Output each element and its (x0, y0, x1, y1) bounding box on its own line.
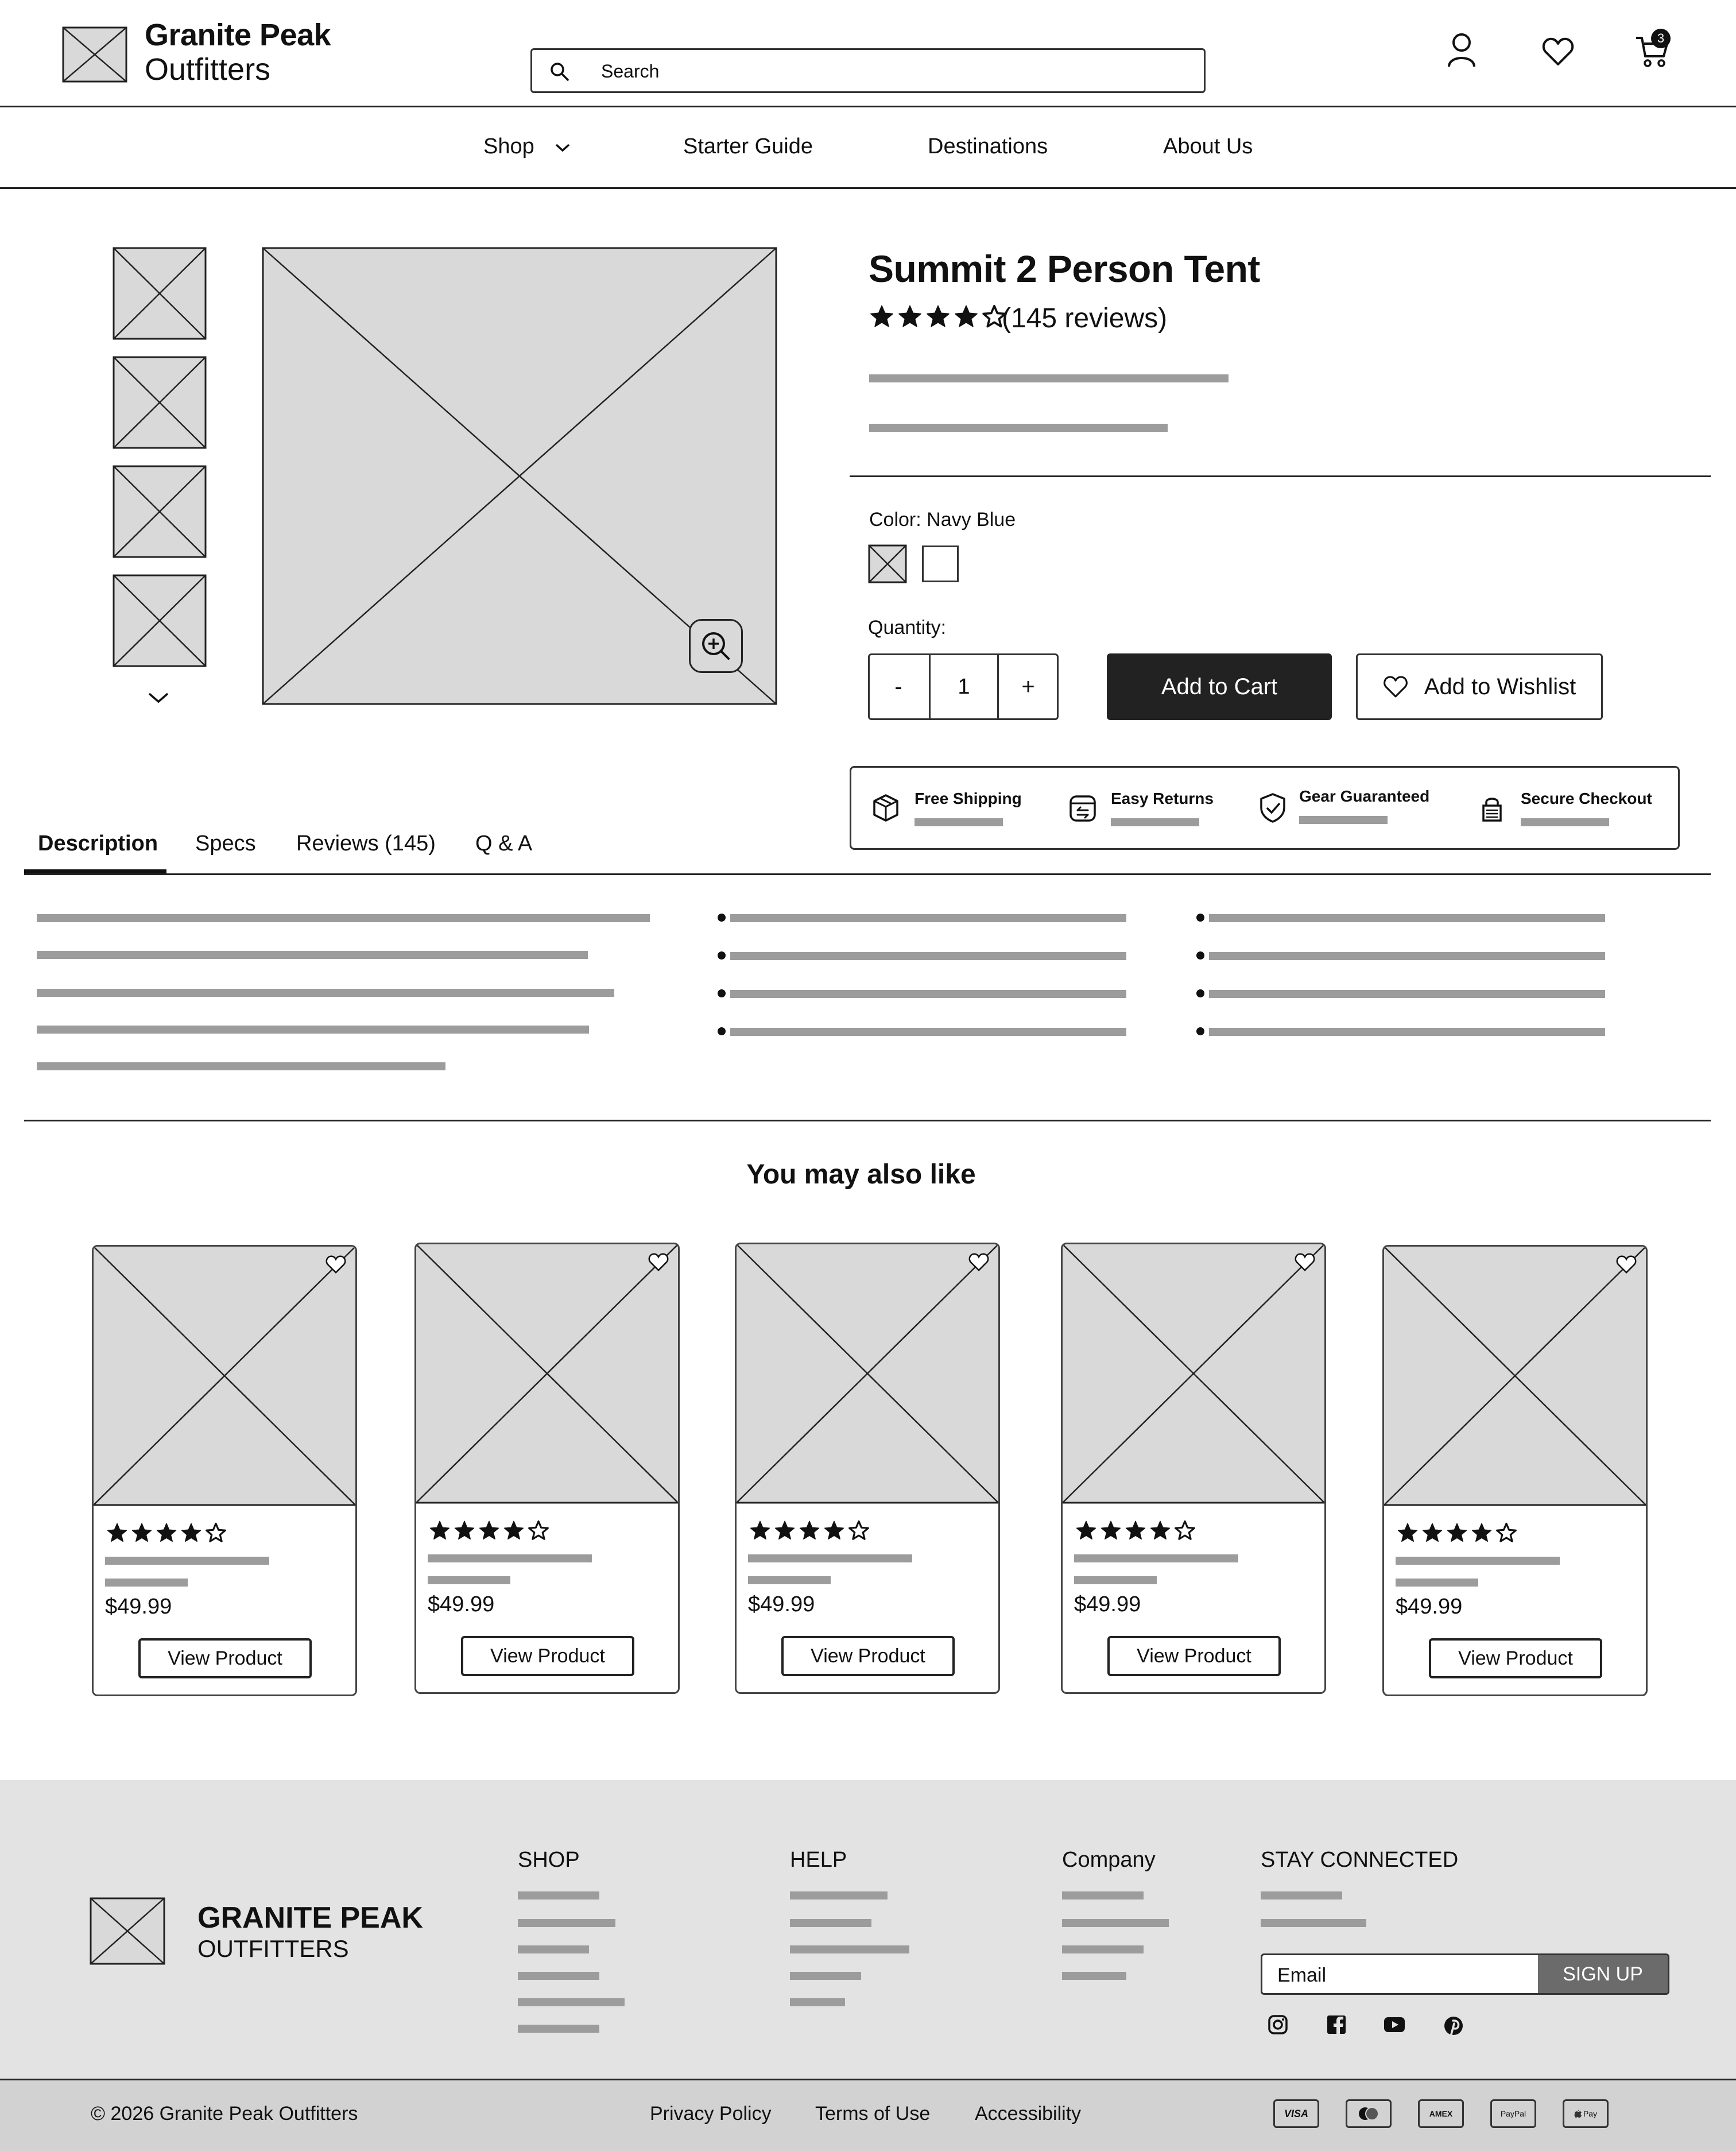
logo-placeholder[interactable] (62, 26, 127, 83)
add-to-wishlist-label: Add to Wishlist (1424, 674, 1576, 699)
thumbnail-4[interactable] (113, 574, 207, 667)
trust-label-guaranteed: Gear Guaranteed (1299, 787, 1430, 805)
tabs-divider (24, 873, 1711, 875)
footer-link-placeholder[interactable] (1062, 1945, 1144, 1953)
footer-text-placeholder (1261, 1919, 1366, 1927)
star-empty-icon (848, 1520, 870, 1542)
paypal-icon: PayPal (1490, 2099, 1536, 2128)
chevron-down-icon (554, 142, 571, 153)
product-card-sub-line (428, 1576, 510, 1584)
product-card-rating (1075, 1520, 1199, 1545)
bullet-line (1209, 914, 1605, 922)
search-input[interactable] (601, 58, 1175, 84)
product-card-image[interactable] (737, 1244, 998, 1504)
quantity-label: Quantity: (868, 617, 947, 639)
description-line (37, 989, 614, 997)
color-label: Color: Navy Blue (869, 509, 1016, 531)
product-card-image[interactable] (416, 1244, 678, 1504)
nav-destinations[interactable]: Destinations (928, 134, 1048, 158)
footer-col-company-title: Company (1062, 1848, 1156, 1872)
description-line (37, 1026, 589, 1034)
view-product-button[interactable]: View Product (781, 1636, 955, 1676)
quantity-increase-button[interactable]: + (1021, 674, 1035, 699)
thumbnails-chevron-down-icon[interactable] (147, 690, 170, 705)
accessibility-link[interactable]: Accessibility (975, 2103, 1082, 2125)
product-card-price: $49.99 (1074, 1592, 1141, 1616)
search-icon (548, 60, 571, 83)
footer-col-help-title: HELP (790, 1848, 847, 1872)
brand-name-line1: Granite Peak (145, 18, 331, 52)
footer-col-shop-title: SHOP (518, 1848, 580, 1872)
product-card-image[interactable] (1384, 1247, 1646, 1506)
bullet-line (1209, 1028, 1605, 1036)
nav-about[interactable]: About Us (1163, 134, 1253, 158)
footer-link-placeholder[interactable] (1062, 1919, 1169, 1927)
description-line (37, 914, 650, 922)
footer-link-placeholder[interactable] (790, 1919, 871, 1927)
cart-count-badge: 3 (1651, 29, 1671, 48)
footer-link-placeholder[interactable] (790, 1945, 909, 1953)
terms-of-use-link[interactable]: Terms of Use (815, 2103, 931, 2125)
returns-icon (1068, 794, 1097, 823)
thumbnail-1[interactable] (113, 247, 207, 340)
star-empty-icon (1495, 1522, 1517, 1544)
active-tab-indicator (24, 869, 166, 873)
footer-link-placeholder[interactable] (518, 1919, 615, 1927)
star-filled-icon (897, 304, 923, 330)
footer-brand-line2: OUTFITTERS (197, 1935, 349, 1962)
thumbnail-3[interactable] (113, 465, 207, 558)
product-card-price: $49.99 (748, 1592, 815, 1616)
product-card-rating (1397, 1522, 1520, 1547)
nav-shop[interactable] (483, 134, 571, 159)
header-divider (0, 106, 1736, 107)
star-empty-icon (205, 1522, 227, 1544)
footer-brand-line1: GRANITE PEAK (197, 1901, 423, 1935)
trust-detail-line (1299, 816, 1388, 824)
user-icon[interactable] (1446, 32, 1478, 68)
shield-check-icon (1259, 792, 1286, 824)
product-card-name-line (428, 1554, 592, 1562)
view-product-button[interactable]: View Product (1429, 1638, 1602, 1678)
star-filled-icon (749, 1520, 771, 1542)
product-review-count[interactable]: (145 reviews) (1002, 303, 1168, 334)
tab-description[interactable]: Description (38, 831, 158, 856)
product-card-sub-line (105, 1579, 188, 1587)
card-wishlist-heart-icon[interactable] (326, 1255, 346, 1274)
tab-specs[interactable]: Specs (195, 831, 256, 856)
bullet-dot (718, 914, 726, 922)
star-filled-icon (869, 304, 894, 330)
star-filled-icon (1446, 1522, 1468, 1544)
star-filled-icon (1125, 1520, 1146, 1542)
bullet-line (730, 914, 1126, 922)
footer-logo-placeholder[interactable] (90, 1897, 165, 1965)
product-card[interactable] (1061, 1243, 1326, 1694)
view-product-button[interactable]: View Product (461, 1636, 634, 1676)
bullet-dot (1196, 1027, 1204, 1035)
product-card-name-line (748, 1554, 912, 1562)
color-swatch-white[interactable] (922, 546, 959, 582)
card-wishlist-heart-icon[interactable] (968, 1252, 989, 1272)
nav-starter-guide[interactable]: Starter Guide (683, 134, 813, 158)
star-filled-icon (925, 304, 951, 330)
trust-label-returns: Easy Returns (1111, 790, 1214, 807)
footer-link-placeholder[interactable] (790, 1972, 861, 1980)
trust-detail-line (1111, 818, 1199, 826)
product-card-name-line (1074, 1554, 1238, 1562)
star-filled-icon (131, 1522, 153, 1544)
bullet-dot (1196, 989, 1204, 997)
product-card-price: $49.99 (105, 1595, 172, 1619)
instagram-icon[interactable] (1268, 2014, 1288, 2035)
card-wishlist-heart-icon[interactable] (1616, 1255, 1637, 1274)
bullet-line (1209, 952, 1605, 960)
trust-detail-line (1521, 818, 1609, 826)
bullet-line (730, 1028, 1126, 1036)
copyright-text: © 2026 Granite Peak Outfitters (91, 2103, 358, 2125)
bullet-line (730, 952, 1126, 960)
product-card[interactable] (735, 1243, 1000, 1694)
trust-badges (850, 766, 1680, 850)
card-wishlist-heart-icon[interactable] (648, 1252, 669, 1272)
zoom-button[interactable] (689, 619, 743, 673)
mastercard-icon (1346, 2099, 1392, 2128)
lock-icon (1481, 794, 1504, 823)
heart-icon[interactable] (1542, 37, 1574, 67)
apple-pay-label: Pay (1583, 2109, 1598, 2118)
zoom-in-icon (691, 621, 741, 671)
description-line (37, 951, 588, 959)
visa-icon: VISA (1273, 2099, 1319, 2128)
bullet-dot (718, 989, 726, 997)
amex-icon: AMEX (1418, 2099, 1464, 2128)
star-empty-icon (1174, 1520, 1196, 1542)
product-card[interactable] (92, 1245, 357, 1696)
product-card-sub-line (1396, 1579, 1478, 1587)
privacy-policy-link[interactable]: Privacy Policy (650, 2103, 772, 2125)
email-field[interactable] (1277, 1961, 1524, 1990)
footer-link-placeholder[interactable] (518, 1998, 625, 2006)
box-icon (871, 793, 901, 823)
star-empty-icon (528, 1520, 549, 1542)
trust-detail-line (914, 818, 1003, 826)
star-filled-icon (478, 1520, 500, 1542)
bullet-dot (718, 951, 726, 960)
product-rating-stars[interactable] (869, 304, 1010, 332)
star-filled-icon (1075, 1520, 1097, 1542)
star-filled-icon (1397, 1522, 1419, 1544)
product-card[interactable] (1382, 1245, 1648, 1696)
product-card-sub-line (1074, 1576, 1157, 1584)
star-filled-icon (156, 1522, 177, 1544)
star-filled-icon (180, 1522, 202, 1544)
pinterest-icon[interactable] (1443, 2015, 1464, 2036)
product-card-price: $49.99 (428, 1592, 495, 1616)
bullet-dot (1196, 914, 1204, 922)
card-wishlist-heart-icon[interactable] (1295, 1252, 1315, 1272)
description-placeholder-line (869, 424, 1168, 432)
thumbnail-2[interactable] (113, 356, 207, 449)
bullet-dot (1196, 951, 1204, 960)
trust-label-checkout: Secure Checkout (1521, 790, 1652, 807)
footer-link-placeholder[interactable] (518, 1945, 589, 1953)
product-card-price: $49.99 (1396, 1595, 1463, 1619)
footer-link-placeholder[interactable] (518, 1972, 599, 1980)
product-card-rating (749, 1520, 873, 1545)
section-divider (24, 1120, 1711, 1121)
footer-text-placeholder (1261, 1891, 1342, 1899)
star-filled-icon (774, 1520, 796, 1542)
footer-link-placeholder[interactable] (518, 1891, 599, 1899)
product-info-divider (850, 475, 1711, 477)
view-product-button[interactable]: View Product (138, 1638, 312, 1678)
product-card-image[interactable] (1063, 1244, 1324, 1504)
footer-link-placeholder[interactable] (518, 2025, 599, 2033)
star-filled-icon (454, 1520, 475, 1542)
brand-name-line2: Outfitters (145, 52, 271, 87)
product-card-name-line (105, 1557, 269, 1565)
product-card-name-line (1396, 1557, 1560, 1565)
star-filled-icon (1421, 1522, 1443, 1544)
star-filled-icon (1471, 1522, 1493, 1544)
footer-col-stay-connected-title: STAY CONNECTED (1261, 1848, 1459, 1872)
product-card[interactable] (414, 1243, 680, 1694)
star-filled-icon (1149, 1520, 1171, 1542)
star-filled-icon (1100, 1520, 1122, 1542)
star-filled-icon (823, 1520, 845, 1542)
star-filled-icon (106, 1522, 128, 1544)
star-filled-icon (954, 304, 979, 330)
view-product-button[interactable]: View Product (1107, 1636, 1281, 1676)
bullet-line (730, 990, 1126, 998)
quantity-decrease-button[interactable]: - (894, 674, 902, 699)
footer-link-placeholder[interactable] (1062, 1891, 1144, 1899)
add-to-wishlist-button[interactable] (1356, 653, 1603, 720)
tab-reviews[interactable]: Reviews (145) (296, 831, 436, 856)
newsletter-form[interactable] (1261, 1953, 1669, 1995)
product-card-rating (106, 1522, 230, 1547)
quantity-stepper[interactable] (868, 653, 1059, 720)
product-card-image[interactable] (94, 1247, 355, 1506)
star-filled-icon (503, 1520, 525, 1542)
apple-pay-icon (1563, 2099, 1609, 2128)
youtube-icon[interactable] (1384, 2017, 1405, 2033)
nav-divider (0, 187, 1736, 189)
footer-link-placeholder[interactable] (790, 1998, 845, 2006)
nav-shop-label: Shop (483, 134, 534, 158)
star-filled-icon (799, 1520, 820, 1542)
description-placeholder-line (869, 374, 1229, 382)
footer-link-placeholder[interactable] (1062, 1972, 1126, 1980)
product-title: Summit 2 Person Tent (869, 247, 1260, 290)
star-filled-icon (429, 1520, 451, 1542)
sign-up-button[interactable]: SIGN UP (1538, 1955, 1668, 1993)
description-line (37, 1062, 445, 1070)
footer-link-placeholder[interactable] (790, 1891, 888, 1899)
add-to-cart-button[interactable]: Add to Cart (1107, 653, 1332, 720)
related-products-title: You may also like (746, 1159, 976, 1190)
trust-label-shipping: Free Shipping (914, 790, 1022, 807)
search-bar[interactable] (530, 48, 1206, 93)
product-card-rating (429, 1520, 552, 1545)
quantity-value[interactable]: 1 (929, 655, 999, 718)
color-swatch-navy[interactable] (868, 544, 907, 583)
bullet-line (1209, 990, 1605, 998)
product-card-sub-line (748, 1576, 831, 1584)
heart-icon (1383, 675, 1408, 698)
bullet-dot (718, 1027, 726, 1035)
tab-qa[interactable]: Q & A (475, 831, 533, 856)
facebook-icon[interactable] (1326, 2014, 1347, 2035)
